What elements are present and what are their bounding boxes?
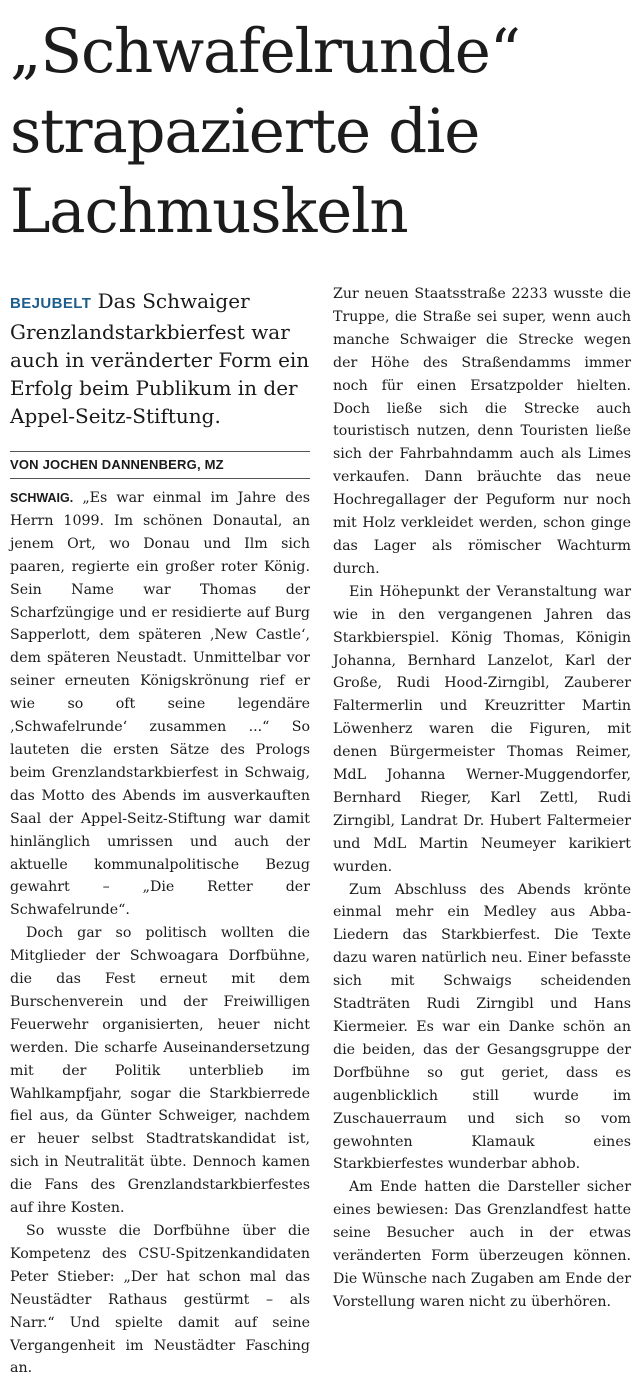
body-paragraph xyxy=(10,487,310,922)
body-paragraph: Am Ende hatten die Darsteller sicher eines bewiesen: Das Grenzlandfest hatte seine Besucher auch in der etwas veränderten Form überzeugen können. Die Wünsche nach Zugaben am Ende der Vorstellung waren nicht zu überhören. xyxy=(333,1179,631,1310)
body-paragraph: So wusste die Dorfbühne über die Kompetenz des CSU-Spitzenkandidaten Peter Stieber: „Der hat schon mal das Neustädter Rathaus gestürmt – als Narr.“ Und spielte damit auf seine Vergangenheit im Neustädter Fasching an. xyxy=(10,1223,310,1377)
lead-text: Das Schwaiger Grenzlandstarkbierfest war auch in veränderter Form ein Erfolg beim Publikum in der Appel-Seitz-Stiftung. xyxy=(10,289,310,428)
byline-box xyxy=(10,451,310,472)
byline: VON JOCHEN DANNENBERG, MZ xyxy=(10,457,224,472)
body-paragraph-text: „Es war einmal im Jahre des Herrn 1099. Im schönen Donautal, an jenem Ort, wo Donau und Ilm sich paaren, regierte ein großer roter König. Sein Name war Thomas der Scharfzüngige und er residierte auf Burg Sapperlott, dem späteren ‚New Castle‘, dem späteren Neustadt. Unmittelbar vor seiner erneuten Königskrönung rief er wie so oft seine legendäre ‚Schwafelrunde‘ zusammen ...“ So lauteten die ersten Sätze des Prologs beim Grenzlandstarkbierfest in Schwaig, das Motto des Abends im ausverkauften Saal der Appel-Seitz-Stiftung war damit hinlänglich umrissen und auch der aktuelle kommunalpolitische Bezug gewahrt – „Die Retter der Schwafelrunde“. xyxy=(10,490,311,919)
body-paragraph: Ein Höhepunkt der Veranstaltung war wie in den vergangenen Jahren das Starkbierspiel. König Thomas, Königin Johanna, Bernhard Lanzelot, Karl der Große, Rudi Hood-Zirngibl, Zauberer Faltermerlin und Kreuzritter Martin Löwenherz waren die Figuren, mit denen Bürgermeister Thomas Reimer, MdL Johanna Werner-Muggendorfer, Bernhard Rieger, Karl Zettl, Rudi Zirngibl, Landrat Dr. Hubert Faltermeier und MdL Martin Neumeyer karikiert wurden. xyxy=(333,583,631,875)
headline-line-2: strapazierte die xyxy=(10,96,480,167)
headline-line-1: „Schwafelrunde“ xyxy=(10,16,520,87)
dateline: SCHWAIG. xyxy=(10,491,74,505)
article-column-2 xyxy=(333,283,631,1314)
body-paragraph: Zur neuen Staatsstraße 2233 wusste die Truppe, die Straße sei super, wenn auch manche Schwaiger die Strecke wegen der Höhe des Straßendamms immer noch für einen Ersatzpolder hielten. Doch ließe sich die Strecke auch touristisch nutzen, denn Touristen ließe sich der Fahrbahndamm auch als Limes verkaufen. Dann bräuchte das neue Hochregallager der Peguform nur noch mit Holz verkleidet werden, schon ginge das Lager als römischer Wachturm durch. xyxy=(333,286,631,577)
body-paragraph: Doch gar so politisch wollten die Mitglieder der Schwoagara Dorfbühne, die das Fest erneut mit dem Burschenverein und der Freiwilligen Feuerwehr organisierten, heuer nicht werden. Die scharfe Auseinandersetzung mit der Politik unterblieb im Wahlkampfjahr, sogar die Starkbierrede fiel aus, da Günter Schweiger, nachdem er heuer selbst Stadtratskandidat ist, sich in Neutralität übte. Dennoch kamen die Fans des Grenzlandstarkbierfestes auf ihre Kosten. xyxy=(10,925,310,1217)
lead-paragraph xyxy=(10,287,310,430)
headline-line-3: Lachmuskeln xyxy=(10,176,408,247)
headline xyxy=(10,12,630,252)
lead-kicker: BEJUBELT xyxy=(10,295,92,312)
byline-divider xyxy=(10,478,310,479)
body-paragraph: Zum Abschluss des Abends krönte einmal mehr ein Medley aus Abba-Liedern das Starkbierfest. Die Texte dazu waren natürlich neu. Einer befasste sich mit Schwaigs scheidenden Stadträten Rudi Zirngibl und Hans Kiermeier. Es war ein Danke schön an die beiden, das der Gesangsgruppe der Dorfbühne so gut geriet, dass es augenblicklich still wurde im Zuschauerraum und sich so vom gewohnten Klamauk eines Starkbierfestes wunderbar abhob. xyxy=(333,881,631,1173)
article-column-1 xyxy=(10,487,310,1380)
